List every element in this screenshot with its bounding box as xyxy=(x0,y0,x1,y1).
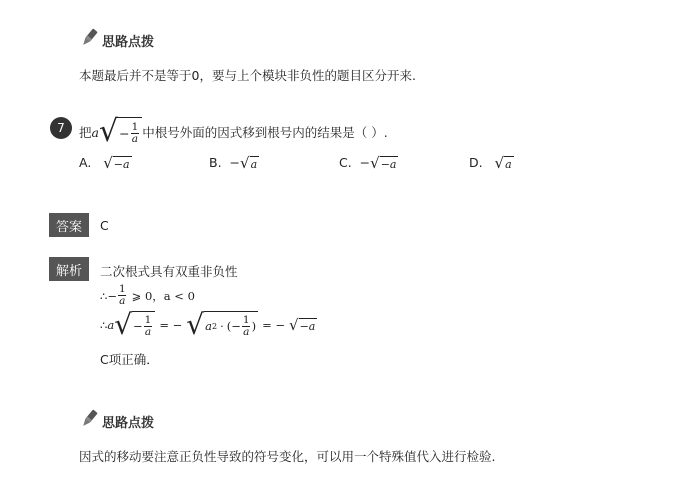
tip-text: 因式的移动要注意正负性导致的符号变化，可以用一个特殊值代入进行检验. xyxy=(79,449,496,464)
option-d[interactable]: D. √ a xyxy=(469,154,512,172)
tip-title: 思路点拨 xyxy=(102,35,155,50)
question-stem xyxy=(79,114,388,149)
analysis-line3: ∴ a √ − $\frac{1}{a}$ = − √ a 2 · (− $\frac{1}{a}$ ) = − √ −a xyxy=(100,308,316,341)
tip-title: 思路点拨 xyxy=(102,416,155,431)
question-suffix: 中根号外面的因式移到根号内的结果是（ ）. xyxy=(142,125,388,140)
pen-icon xyxy=(78,27,100,49)
question-var: a xyxy=(91,124,99,140)
analysis-tag: 解析 xyxy=(49,257,89,281)
question-number: 7 xyxy=(50,117,72,139)
option-c[interactable]: C. − √ −a xyxy=(339,154,397,172)
analysis-line2: ∴ − $\frac{1}{a}$ ⩾ 0，a < 0 xyxy=(100,283,195,307)
tip-text: 本题最后并不是等于0，要与上个模块非负性的题目区分开来. xyxy=(79,68,416,83)
pen-icon xyxy=(78,408,100,430)
option-a[interactable]: A. √ −a xyxy=(79,154,130,172)
answer-tag: 答案 xyxy=(49,213,89,237)
analysis-line4: C项正确． xyxy=(100,352,159,367)
question-prefix: 把 xyxy=(79,125,92,140)
analysis-line1: 二次根式具有双重非负性 xyxy=(100,264,238,279)
option-b[interactable]: B. − √ a xyxy=(209,154,258,172)
question-radical: √ − $\frac{1}{a}$ xyxy=(99,117,142,147)
answer-value: C xyxy=(100,218,109,233)
